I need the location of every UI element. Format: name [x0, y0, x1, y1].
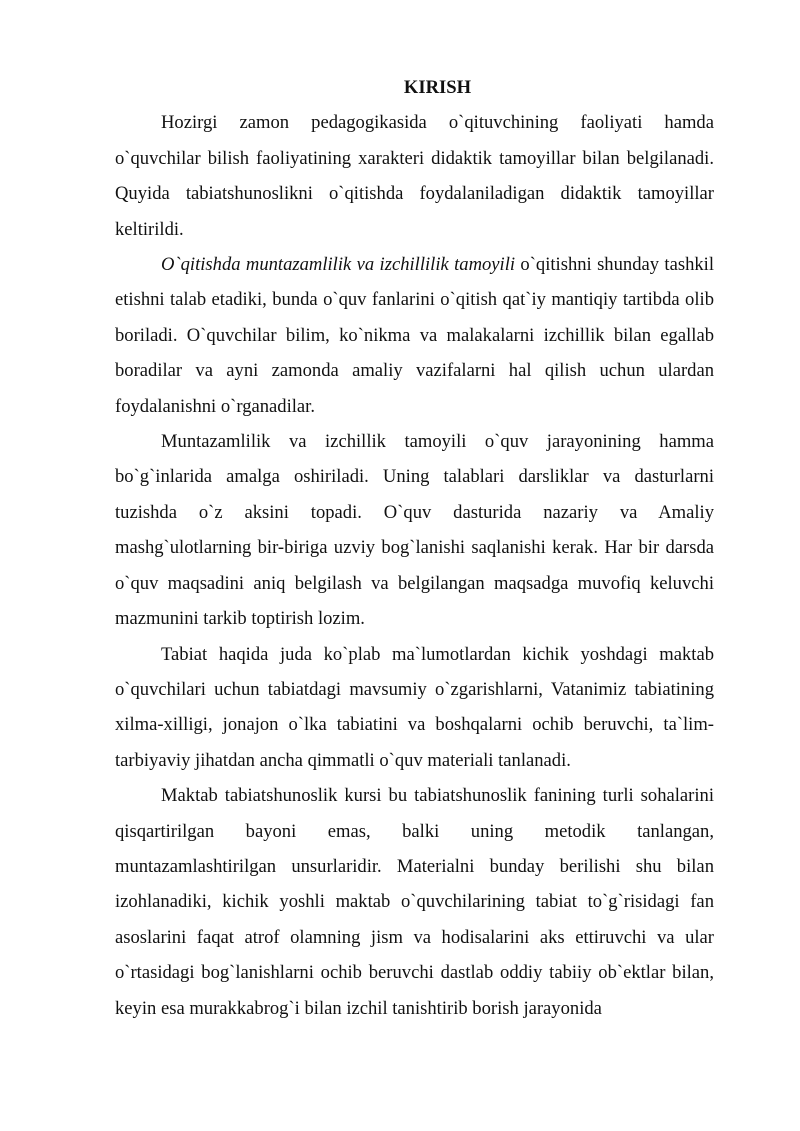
paragraph-text: Tabiat haqida juda ko`plab ma`lumotlardan kichik yoshdagi maktab o`quvchilari uchun tabiatdagi mavsumiy o`zgarishlarni, Vatanimiz tabiatining xilma-xilligi, jonajon o`lka tabiatini va boshqalarni ochib beruvchi, ta`lim-tarbiyaviy jihatdan ancha qimmatli o`quv materiali tanlanadi.: [115, 643, 714, 771]
paragraph-text: Maktab tabiatshunoslik kursi bu tabiatshunoslik fanining turli sohalarini qisqartirilgan bayoni emas, balki uning metodik tanlangan, muntazamlashtirilgan unsurlaridir. Materialni bunday berilishi shu bilan izohlanadiki, kichik yoshli maktab o`quvchilarining tabiat to`g`risidagi fan asoslarini faqat atrof olamning jism va hodisalarini aks ettiruvchi va ular o`rtasidagi bog`lanishlarni ochib beruvchi dastlab oddiy tabiiy ob`ektlar bilan, keyin esa murakkabrog`i bilan izchil tanishtirib borish jarayonida: [115, 785, 714, 1019]
paragraph-4: [115, 637, 714, 779]
document-title: KIRISH: [403, 77, 472, 98]
paragraph-1: [115, 105, 714, 247]
paragraph-text: Muntazamlilik va izchillik tamoyili o`quv jarayonining hamma bo`g`inlarida amalga oshiriladi. Uning talablari darsliklar va dasturlarni tuzishda o`z aksini topadi. O`quv dasturida nazariy va Amaliy mashg`ulotlarning bir-biriga uzviy bog`lanishi saqlanishi kerak. Har bir darsda o`quv maqsadini aniq belgilash va belgilangan maqsadga muvofiq keluvchi mazmunini tarkib toptirish lozim.: [115, 431, 714, 630]
paragraph-3: [115, 424, 714, 636]
paragraph-5: [115, 778, 714, 1026]
paragraph-text: o`qitishni shunday tashkil etishni talab etadiki, bunda o`quv fanlarini o`qitish qat`iy mantiqiy tartibda olib boriladi. O`quvchilar bilim, ko`nikma va malakalarni izchillik bilan egallab boradilar va ayni zamonda amaliy vazifalarni hal qilish uchun ulardan foydalanishni o`rganadilar.: [115, 254, 714, 417]
paragraph-text: Hozirgi zamon pedagogikasida o`qituvchining faoliyati hamda o`quvchilar bilish faoliyatining xarakteri didaktik tamoyillar bilan belgilanadi. Quyida tabiatshunoslikni o`qitishda foydalaniladigan didaktik tamoyillar keltirildi.: [115, 112, 714, 240]
paragraph-2: [115, 247, 714, 424]
document-page: [115, 70, 714, 1026]
principle-term: O`qitishda muntazamlilik va izchillilik tamoyili: [161, 254, 516, 276]
